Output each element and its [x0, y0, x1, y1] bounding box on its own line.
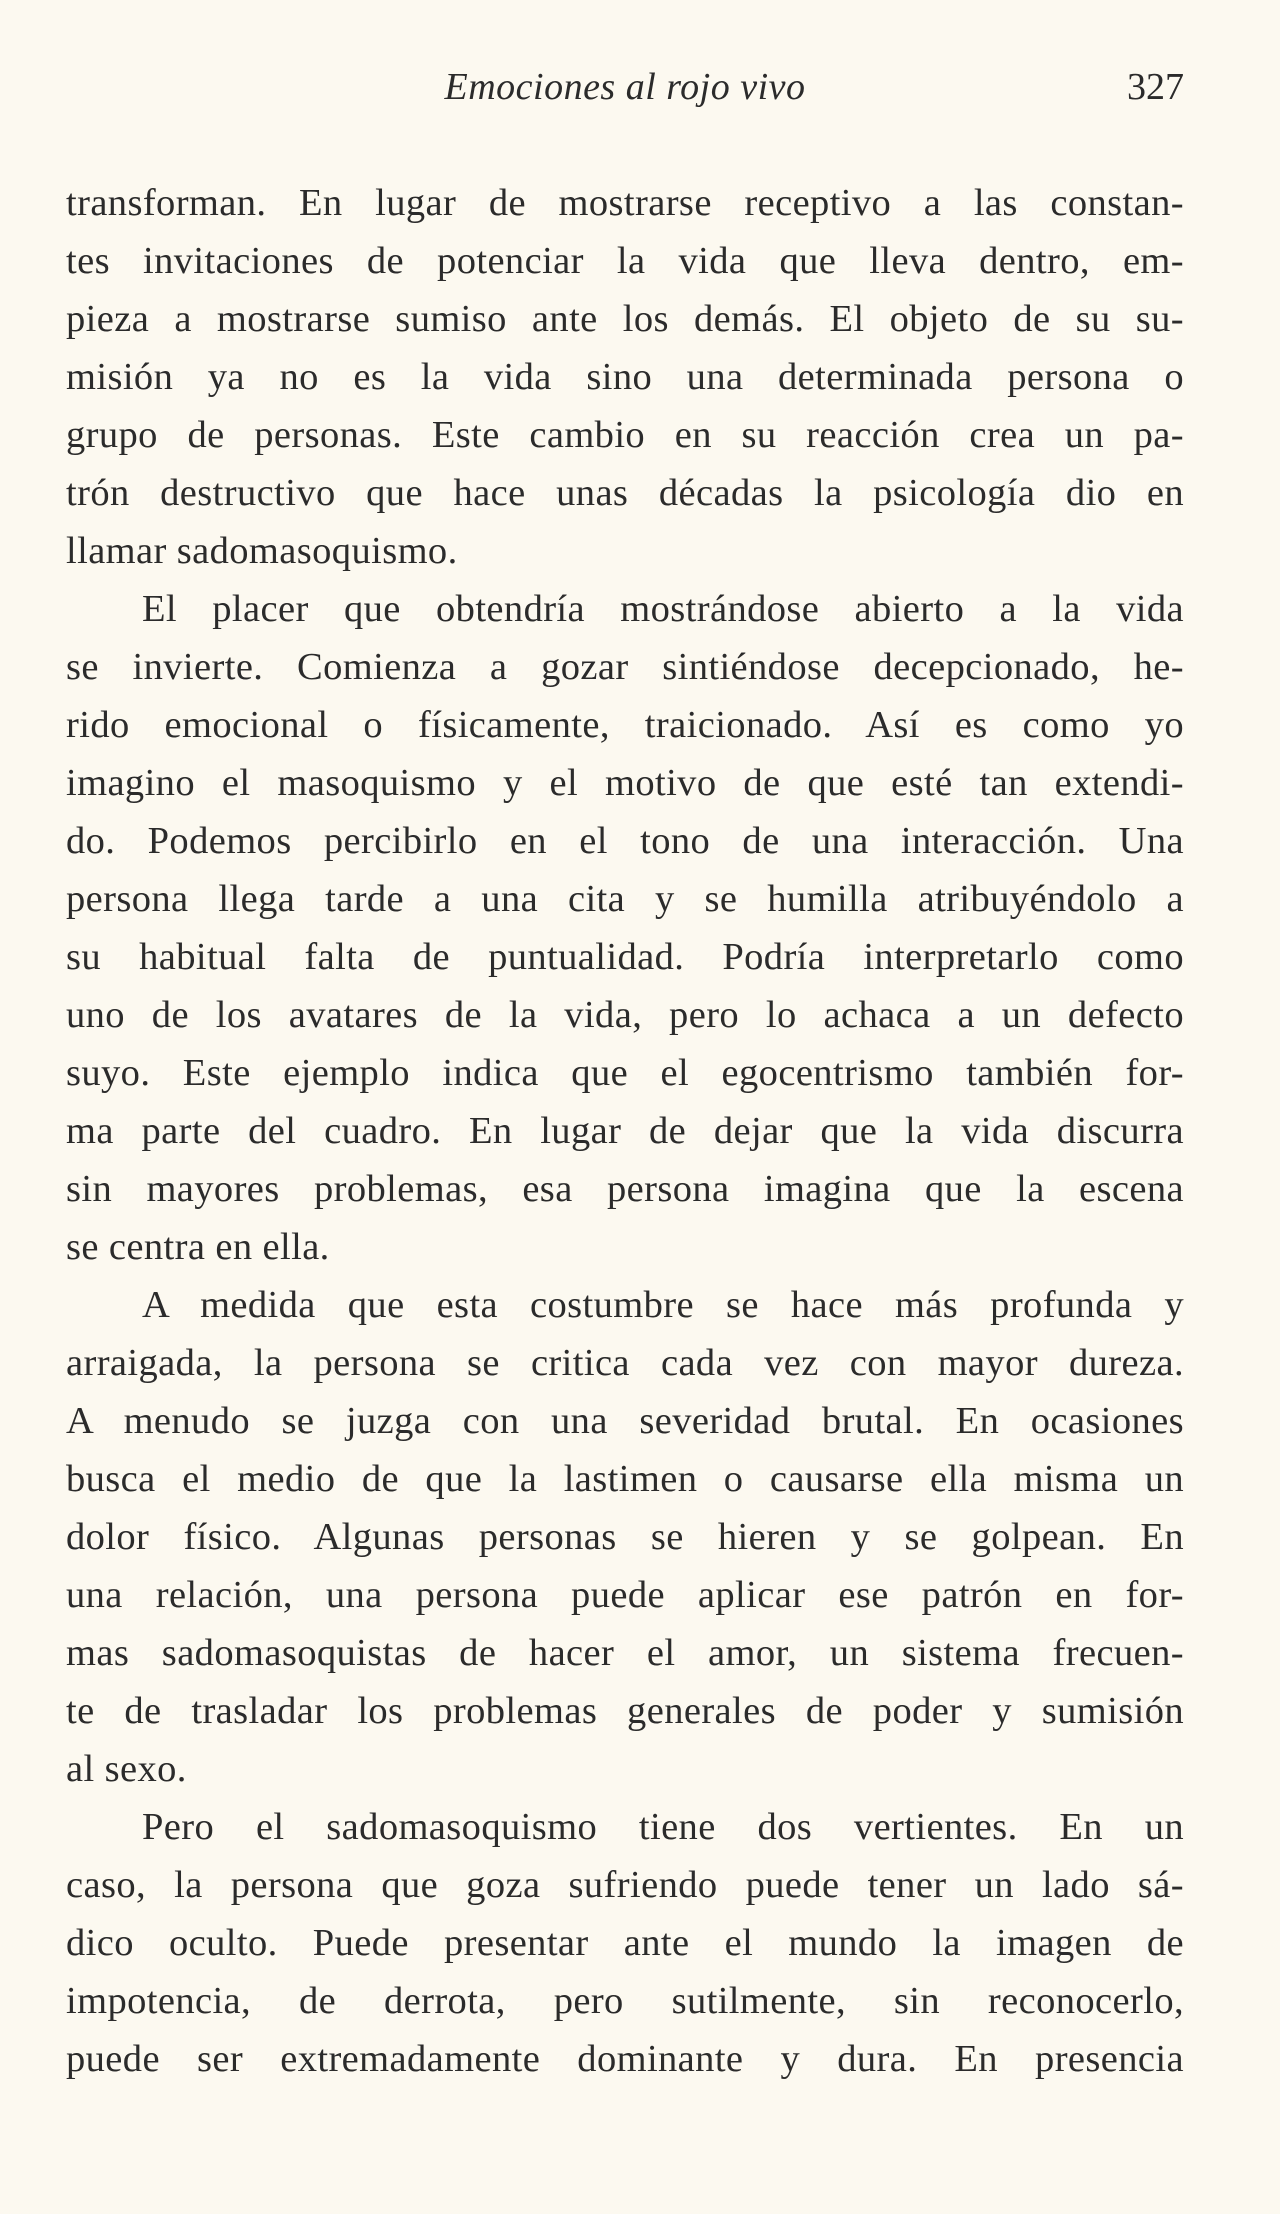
text-line: misión ya no es la vida sino una determinada persona o	[66, 356, 1184, 398]
paragraph-2	[66, 580, 1184, 1276]
text-line: una relación, una persona puede aplicar ese patrón en for-	[66, 1574, 1184, 1616]
text-line: Pero el sadomasoquismo tiene dos vertientes. En un	[142, 1806, 1184, 1848]
text-line: persona llega tarde a una cita y se humilla atribuyéndolo a	[66, 878, 1184, 920]
text-line: al sexo.	[66, 1748, 187, 1790]
paragraph-4	[66, 1798, 1184, 2088]
text-line: pieza a mostrarse sumiso ante los demás. El objeto de su su-	[66, 298, 1184, 340]
text-line: do. Podemos percibirlo en el tono de una interacción. Una	[66, 820, 1184, 862]
text-line: tes invitaciones de potenciar la vida que lleva dentro, em-	[66, 240, 1184, 282]
text-line: puede ser extremadamente dominante y dura. En presencia	[66, 2038, 1184, 2080]
text-line: rido emocional o físicamente, traicionado. Así es como yo	[66, 704, 1184, 746]
text-line: dolor físico. Algunas personas se hieren y se golpean. En	[66, 1516, 1184, 1558]
text-line: busca el medio de que la lastimen o causarse ella misma un	[66, 1458, 1184, 1500]
running-head	[66, 62, 1184, 112]
text-line: grupo de personas. Este cambio en su reacción crea un pa-	[66, 414, 1184, 456]
text-line: dico oculto. Puede presentar ante el mundo la imagen de	[66, 1922, 1184, 1964]
text-line: mas sadomasoquistas de hacer el amor, un sistema frecuen-	[66, 1632, 1184, 1674]
text-line: trón destructivo que hace unas décadas la psicología dio en	[66, 472, 1184, 514]
text-line: llamar sadomasoquismo.	[66, 530, 458, 572]
text-line: se invierte. Comienza a gozar sintiéndose decepcionado, he-	[66, 646, 1184, 688]
paragraph-3	[66, 1276, 1184, 1798]
text-line: se centra en ella.	[66, 1226, 330, 1268]
text-line: imagino el masoquismo y el motivo de que esté tan extendi-	[66, 762, 1184, 804]
text-line: A menudo se juzga con una severidad brutal. En ocasiones	[66, 1400, 1184, 1442]
text-line: impotencia, de derrota, pero sutilmente, sin reconocerlo,	[66, 1980, 1184, 2022]
body-text	[66, 174, 1184, 2088]
text-line: caso, la persona que goza sufriendo puede tener un lado sá-	[66, 1864, 1184, 1906]
text-line: sin mayores problemas, esa persona imagina que la escena	[66, 1168, 1184, 1210]
text-line: arraigada, la persona se critica cada vez con mayor dureza.	[66, 1342, 1184, 1384]
paragraph-1	[66, 174, 1184, 580]
text-line: ma parte del cuadro. En lugar de dejar que la vida discurra	[66, 1110, 1184, 1152]
text-line: suyo. Este ejemplo indica que el egocentrismo también for-	[66, 1052, 1184, 1094]
text-line: El placer que obtendría mostrándose abierto a la vida	[142, 588, 1184, 630]
text-line: uno de los avatares de la vida, pero lo achaca a un defecto	[66, 994, 1184, 1036]
text-line: A medida que esta costumbre se hace más profunda y	[142, 1284, 1184, 1326]
text-line: su habitual falta de puntualidad. Podría interpretarlo como	[66, 936, 1184, 978]
text-line: transforman. En lugar de mostrarse receptivo a las constan-	[66, 182, 1184, 224]
text-line: te de trasladar los problemas generales de poder y sumisión	[66, 1690, 1184, 1732]
running-title: Emociones al rojo vivo	[444, 66, 806, 108]
page-number: 327	[1127, 66, 1184, 108]
